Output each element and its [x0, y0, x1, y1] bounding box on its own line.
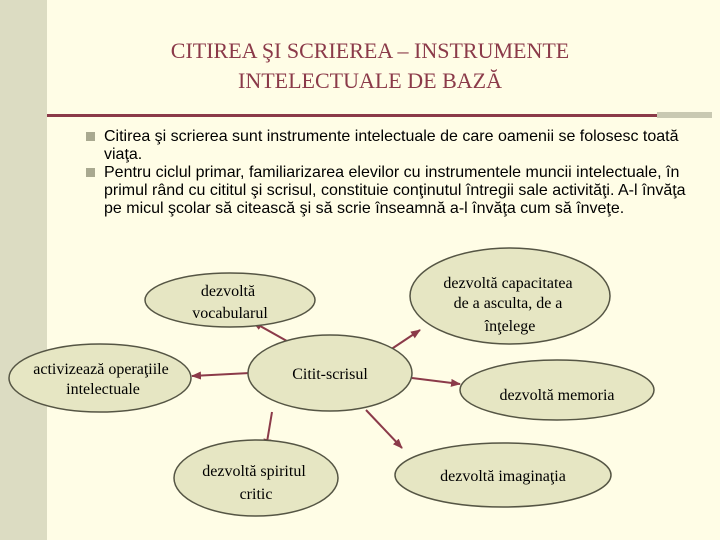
- arrow-to-imaginatie: [366, 410, 402, 448]
- bullet-text: Pentru ciclul primar, familiarizarea elevilor cu instrumentele muncii intelectuale, în primul rând cu cititul şi scrisul, constituie conţinutul întregii sale activităţi. A-l învăţa pe micul şcolar să citească şi să scrie înseamnă a-l învăţa cum să înveţe.: [104, 164, 686, 217]
- node-spirit-line2: critic: [239, 486, 273, 503]
- node-memoria-line1: dezvoltă memoria: [499, 387, 615, 404]
- node-center-line1: Citit-scrisul: [292, 366, 368, 383]
- arrow-to-operatii: [192, 373, 250, 376]
- arrow-to-memoria: [412, 378, 460, 384]
- node-operatii-line1: activizează operaţiile: [33, 361, 169, 378]
- node-ascultare-line3: înţelege: [484, 318, 536, 335]
- node-operatii: [9, 344, 191, 412]
- arrow-to-ascultare: [390, 330, 420, 350]
- node-imaginatie-label: [440, 468, 566, 485]
- title-line-1: CITIREA ŞI SCRIEREA – INSTRUMENTE: [170, 38, 570, 63]
- node-vocabulary-line2: vocabularul: [192, 305, 268, 322]
- title-line-2: INTELECTUALE DE BAZĂ: [238, 68, 502, 93]
- node-imaginatie-line1: dezvoltă imaginaţia: [440, 468, 566, 485]
- node-vocabulary-line1: dezvoltă: [200, 283, 256, 300]
- node-center-label: [292, 366, 368, 383]
- bullet-text: Citirea şi scrierea sunt instrumente intelectuale de care oamenii se folosesc toată viaţa.: [104, 128, 679, 163]
- node-spirit-line1: dezvoltă spiritul: [202, 463, 306, 480]
- node-memoria-label: [499, 387, 614, 404]
- node-operatii-line2: intelectuale: [66, 381, 140, 398]
- node-ascultare-line2: de a asculta, de a: [453, 295, 563, 312]
- node-ascultare-line1: dezvoltă capacitatea: [443, 275, 573, 292]
